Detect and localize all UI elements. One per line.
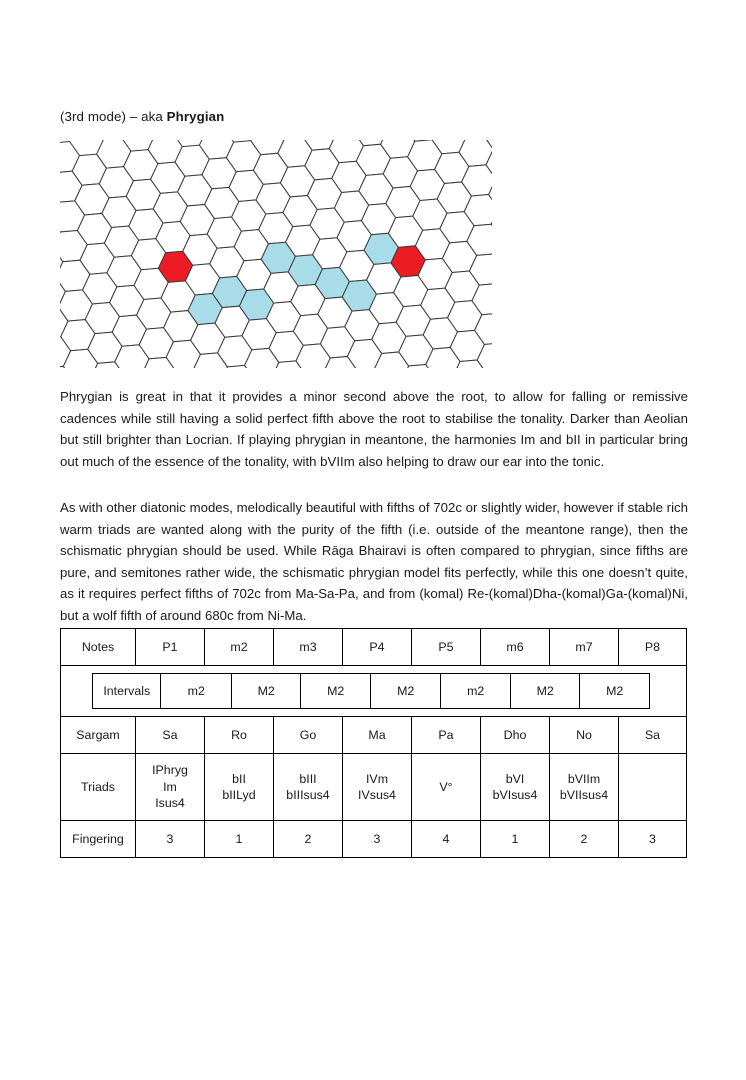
triad-line: bIIIsus4 — [286, 788, 330, 802]
table-row-fingering — [61, 821, 687, 858]
table-row-notes — [61, 629, 687, 666]
cell-sargam-2: Go — [274, 717, 343, 754]
cell-fingering-5: 1 — [481, 821, 550, 858]
cell-sargam-6: No — [550, 717, 619, 754]
cell-notes-4: P5 — [412, 629, 481, 666]
table-row-triads — [61, 754, 687, 821]
cell-fingering-2: 2 — [274, 821, 343, 858]
page-title-mode-name: Phrygian — [166, 109, 225, 124]
cell-triads-0 — [136, 754, 205, 821]
row-label-intervals: Intervals — [93, 674, 161, 709]
cell-notes-0: P1 — [136, 629, 205, 666]
cell-triads-5 — [481, 754, 550, 821]
cell-sargam-3: Ma — [343, 717, 412, 754]
cell-notes-6: m7 — [550, 629, 619, 666]
page-title — [60, 108, 224, 126]
triad-line: IVm — [365, 771, 389, 786]
cell-triads-3 — [343, 754, 412, 821]
triad-line: bII — [232, 771, 246, 786]
cell-triads-1 — [205, 754, 274, 821]
cell-intervals-4: m2 — [441, 674, 510, 709]
triad-line: V° — [439, 779, 453, 794]
cell-notes-2: m3 — [274, 629, 343, 666]
cell-triads-4 — [412, 754, 481, 821]
cell-intervals-1: M2 — [231, 674, 300, 709]
cell-fingering-1: 1 — [205, 821, 274, 858]
table-row-intervals — [61, 666, 687, 717]
cell-intervals-2: M2 — [301, 674, 370, 709]
cell-triads-2 — [274, 754, 343, 821]
cell-intervals-0: m2 — [161, 674, 232, 709]
triad-line: bVIIm — [567, 771, 601, 786]
triad-line: bVI — [505, 771, 525, 786]
triad-line: bIILyd — [222, 788, 256, 802]
intervals-inner-table — [92, 673, 650, 709]
row-label-sargam: Sargam — [61, 717, 136, 754]
triad-line: Isus4 — [155, 796, 185, 811]
triad-line: bVIsus4 — [492, 788, 538, 802]
cell-fingering-6: 2 — [550, 821, 619, 858]
hex-grid-svg — [60, 140, 492, 368]
cell-notes-5: m6 — [481, 629, 550, 666]
table-row-sargam — [61, 717, 687, 754]
cell-fingering-4: 4 — [412, 821, 481, 858]
cell-sargam-7: Sa — [619, 717, 687, 754]
cell-notes-7: P8 — [619, 629, 687, 666]
hexagonal-keyboard-figure — [60, 140, 492, 368]
cell-notes-1: m2 — [205, 629, 274, 666]
cell-sargam-0: Sa — [136, 717, 205, 754]
cell-fingering-0: 3 — [136, 821, 205, 858]
mode-reference-table — [60, 628, 687, 858]
cell-notes-3: P4 — [343, 629, 412, 666]
row-label-triads: Triads — [61, 754, 136, 821]
triad-line: bVIIsus4 — [559, 788, 609, 802]
cell-sargam-1: Ro — [205, 717, 274, 754]
triad-line: Im — [163, 779, 177, 794]
cell-sargam-5: Dho — [481, 717, 550, 754]
paragraph-description: Phrygian is great in that it provides a minor second above the root, to allow for falling or remissive cadences while still having a solid perfect fifth above the root to stabilise the tonality. Darker than Aeolian but still brighter than Locrian. If playing phrygian in meantone, the harmonies Im and bII in particular bring out much of the essence of the tonality, with bVIIm also helping to draw our ear into the tonic. — [60, 389, 688, 469]
row-label-notes: Notes — [61, 629, 136, 666]
mode-reference-table-wrapper — [60, 628, 686, 858]
intervals-band — [61, 666, 687, 717]
triad-line: bIII — [299, 771, 317, 786]
cell-sargam-4: Pa — [412, 717, 481, 754]
cell-triads-7 — [619, 754, 687, 821]
cell-fingering-3: 3 — [343, 821, 412, 858]
paragraph-tuning: As with other diatonic modes, melodically beautiful with fifths of 702c or slightly wider, however if stable rich warm triads are wanted along with the purity of the fifth (i.e. outside of the meantone range), then the schismatic phrygian should be used. While Rāga Bhairavi is often compared to phrygian, since fifths are pure, and semitones rather wide, the schismatic phrygian model fits perfectly, while this one doesn’t quite, as it requires perfect fifths of 702c from Ma-Sa-Pa, and from (komal) Re-(komal)Dha-(komal)Ga-(komal)Ni, but a wolf fifth of around 680c from Ni-Ma. — [60, 500, 688, 623]
cell-intervals-6: M2 — [580, 674, 650, 709]
cell-fingering-7: 3 — [619, 821, 687, 858]
cell-intervals-5: M2 — [510, 674, 579, 709]
page-title-prefix: (3rd mode) – aka — [60, 109, 167, 124]
row-label-fingering: Fingering — [61, 821, 136, 858]
triad-line: IPhryg — [152, 763, 188, 778]
cell-intervals-3: M2 — [370, 674, 441, 709]
triad-line: IVsus4 — [358, 788, 396, 802]
cell-triads-6 — [550, 754, 619, 821]
